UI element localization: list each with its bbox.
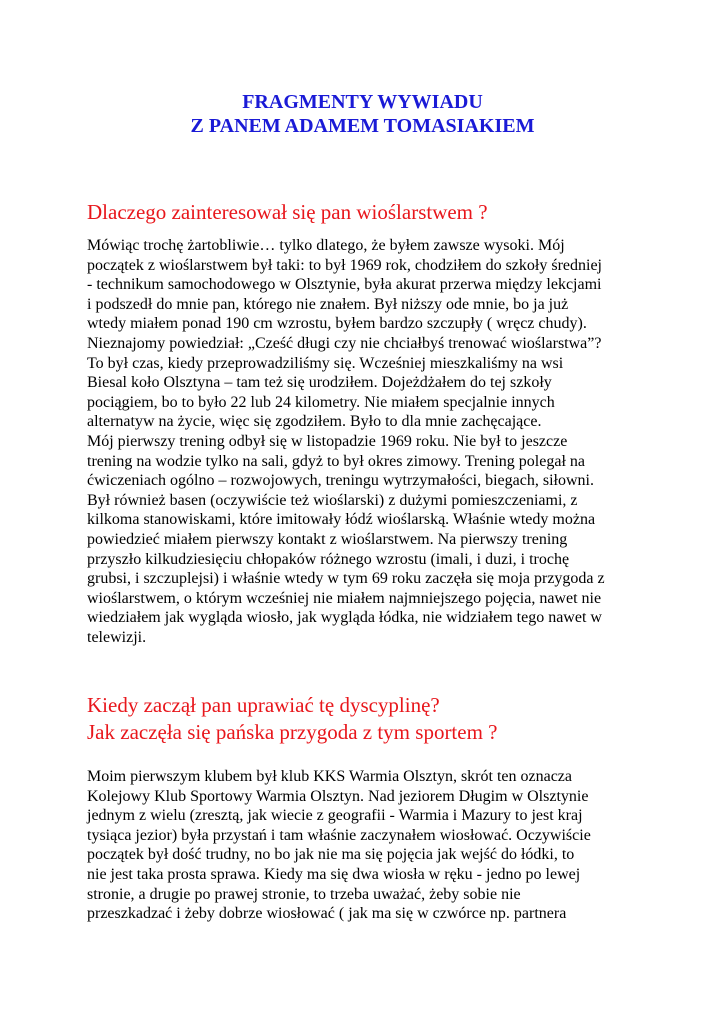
- paragraph-line: Kolejowy Klub Sportowy Warmia Olsztyn. Nad jeziorem Długim w Olsztynie: [87, 787, 589, 805]
- paragraph-line: telewizji.: [87, 628, 147, 646]
- paragraph-line: wioślarstwem, o którym wcześniej nie miałem najmniejszego pojęcia, nawet nie: [87, 589, 602, 607]
- paragraph-line: powiedzieć miałem pierwszy kontakt z wioślarstwem. Na pierwszy trening: [87, 530, 568, 548]
- paragraph-line: stronie, a drugie po prawej stronie, to trzeba uważać, żeby sobie nie: [87, 885, 521, 903]
- paragraph-line: wiedziałem jak wygląda wiosło, jak wygląda łódka, nie widziałem tego nawet w: [87, 609, 602, 627]
- paragraph-line: wtedy miałem ponad 190 cm wzrostu, byłem bardzo szczupły ( wręcz chudy).: [87, 315, 587, 333]
- paragraph-line: trening na wodzie tylko na sali, gdyż to był okres zimowy. Trening polegał na: [87, 452, 585, 470]
- paragraph-line: grubsi, i szczuplejsi) i właśnie wtedy w tym 69 roku zaczęła się moja przygoda z: [87, 570, 605, 588]
- question-heading: Dlaczego zainteresował się pan wioślarstwem ?: [87, 200, 488, 224]
- paragraph-line: początek z wioślarstwem był taki: to był 1969 rok, chodziłem do szkoły średniej: [87, 256, 602, 274]
- paragraph-line: - technikum samochodowego w Olsztynie, była akurat przerwa między lekcjami: [87, 276, 602, 294]
- document-title-line-1: FRAGMENTY WYWIADU: [242, 91, 483, 113]
- paragraph-line: ćwiczeniach ogólno – rozwojowych, treningu wytrzymałości, biegach, siłowni.: [87, 472, 594, 490]
- paragraph-line: początek był dość trudny, no bo jak nie ma się pojęcia jak wejść do łódki, to: [87, 846, 575, 864]
- paragraph-line: tysiąca jezior) była przystań i tam właśnie zaczynałem wiosłować. Oczywiście: [87, 826, 591, 844]
- question-heading: Jak zaczęła się pańska przygoda z tym sportem ?: [87, 720, 498, 744]
- document-title-line-2: Z PANEM ADAMEM TOMASIAKIEM: [190, 115, 535, 137]
- question-heading: Kiedy zaczął pan uprawiać tę dyscyplinę?: [87, 693, 440, 717]
- paragraph-line: przyszło kilkudziesięciu chłopaków różnego wzrostu (imali, i duzi, i trochę: [87, 550, 570, 568]
- paragraph-line: Mówiąc trochę żartobliwie… tylko dlatego, że byłem zawsze wysoki. Mój: [87, 237, 565, 254]
- answer-paragraph: [87, 236, 647, 647]
- paragraph-line: Był również basen (oczywiście też wioślarski) z dużymi pomieszczeniami, z: [87, 491, 578, 509]
- paragraph-line: Moim pierwszym klubem był klub KKS Warmia Olsztyn, skrót ten oznacza: [87, 768, 572, 785]
- paragraph-line: przeszkadzać i żeby dobrze wiosłować ( jak ma się w czwórce np. partnera: [87, 905, 567, 923]
- paragraph-line: i podszedł do mnie pan, którego nie znałem. Był niższy ode mnie, bo ja już: [87, 295, 569, 313]
- paragraph-line: jednym z wielu (zresztą, jak wiecie z geografii - Warmia i Mazury to jest kraj: [87, 807, 583, 825]
- paragraph-line: Mój pierwszy trening odbył się w listopadzie 1969 roku. Nie był to jeszcze: [87, 432, 568, 450]
- paragraph-line: To był czas, kiedy przeprowadziliśmy się. Wcześniej mieszkaliśmy na wsi: [87, 354, 564, 372]
- paragraph-line: kilkoma stanowiskami, które imitowały łódź wioślarską. Właśnie wtedy można: [87, 511, 596, 529]
- paragraph-line: Biesal koło Olsztyna – tam też się urodziłem. Dojeżdżałem do tej szkoły: [87, 374, 552, 392]
- answer-paragraph: [87, 767, 647, 924]
- paragraph-line: alternatyw na życie, więc się zgodziłem. Było to dla mnie zachęcające.: [87, 413, 542, 431]
- paragraph-line: nie jest taka prosta sprawa. Kiedy ma się dwa wiosła w ręku - jedno po lewej: [87, 865, 581, 883]
- paragraph-line: Nieznajomy powiedział: „Cześć długi czy nie chciałbyś trenować wioślarstwa”?: [87, 334, 602, 352]
- paragraph-line: pociągiem, bo to było 22 lub 24 kilometry. Nie miałem specjalnie innych: [87, 393, 555, 411]
